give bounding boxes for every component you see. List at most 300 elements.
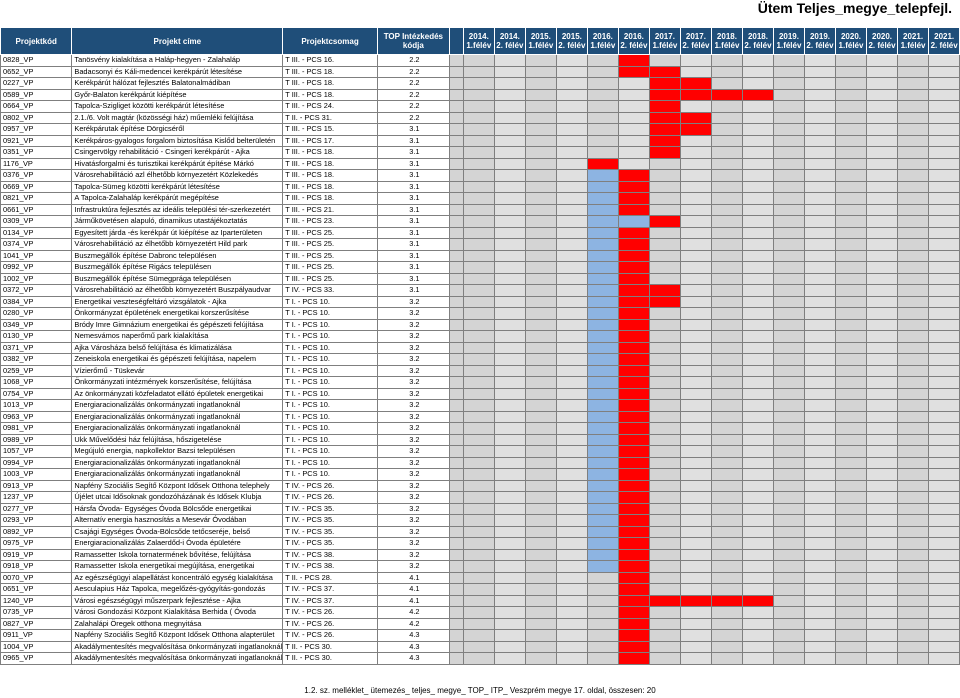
project-title-cell: Tanösvény kialakítása a Haláp-hegyen - Zalahaláp <box>72 55 283 67</box>
schedule-cell <box>743 492 774 504</box>
schedule-cell <box>835 526 867 538</box>
schedule-cell <box>897 101 929 113</box>
schedule-cell <box>897 308 929 320</box>
schedule-cell <box>525 124 557 136</box>
schedule-cell <box>867 630 898 642</box>
schedule-cell <box>463 135 495 147</box>
schedule-cell <box>587 250 619 262</box>
schedule-cell <box>743 135 774 147</box>
period-year: 2016. <box>623 32 644 41</box>
project-code-cell: 0293_VP <box>1 515 72 527</box>
project-code-cell: 0963_VP <box>1 411 72 423</box>
top-code-cell: 3.2 <box>377 331 449 343</box>
project-title-cell: Hivatásforgalmi és turisztikai kerékpárút építése Márkó <box>72 158 283 170</box>
schedule-cell <box>495 296 526 308</box>
project-code-cell: 0652_VP <box>1 66 72 78</box>
schedule-cell <box>897 181 929 193</box>
project-code-cell: 0981_VP <box>1 423 72 435</box>
schedule-cell <box>773 377 805 389</box>
schedule-cell <box>897 653 929 665</box>
project-code-cell: 0372_VP <box>1 285 72 297</box>
schedule-cell <box>711 400 743 412</box>
table-row <box>1 377 960 389</box>
schedule-cell <box>649 158 681 170</box>
table-row <box>1 135 960 147</box>
schedule-cell <box>557 308 588 320</box>
schedule-cell <box>773 503 805 515</box>
schedule-cell <box>525 561 557 573</box>
schedule-cell <box>495 630 526 642</box>
schedule-cell <box>463 653 495 665</box>
schedule-cell <box>743 170 774 182</box>
schedule-cell <box>681 411 712 423</box>
schedule-cell <box>587 204 619 216</box>
schedule-cell <box>525 216 557 228</box>
schedule-cell <box>681 561 712 573</box>
schedule-cell <box>805 480 836 492</box>
schedule-cell <box>463 147 495 159</box>
schedule-cell <box>897 480 929 492</box>
schedule-cell <box>867 400 898 412</box>
schedule-cell <box>525 607 557 619</box>
schedule-cell <box>619 492 650 504</box>
schedule-cell <box>495 584 526 596</box>
schedule-cell <box>619 584 650 596</box>
schedule-cell <box>463 400 495 412</box>
schedule-cell <box>773 331 805 343</box>
schedule-cell <box>495 55 526 67</box>
spacer-cell <box>449 135 463 147</box>
project-title-cell: Az önkormányzati közfeladatot ellátó épületek energetikai <box>72 388 283 400</box>
schedule-cell <box>525 480 557 492</box>
schedule-cell <box>463 216 495 228</box>
project-code-cell: 1041_VP <box>1 250 72 262</box>
schedule-cell <box>525 308 557 320</box>
table-row <box>1 446 960 458</box>
project-package-cell: T III. - PCS 18. <box>283 158 378 170</box>
project-title-cell: Ramassetter Iskola energetikai megújítása, energetikai <box>72 561 283 573</box>
schedule-cell <box>835 262 867 274</box>
schedule-cell <box>681 515 712 527</box>
schedule-cell <box>463 273 495 285</box>
top-code-cell: 3.1 <box>377 181 449 193</box>
schedule-cell <box>587 365 619 377</box>
schedule-cell <box>835 388 867 400</box>
schedule-cell <box>619 158 650 170</box>
schedule-cell <box>897 503 929 515</box>
schedule-cell <box>711 446 743 458</box>
schedule-cell <box>525 319 557 331</box>
schedule-cell <box>835 158 867 170</box>
schedule-cell <box>867 641 898 653</box>
schedule-cell <box>711 388 743 400</box>
schedule-cell <box>463 515 495 527</box>
schedule-cell <box>557 227 588 239</box>
top-code-cell: 3.2 <box>377 480 449 492</box>
project-package-cell: T III. - PCS 18. <box>283 78 378 90</box>
header-period <box>557 28 588 55</box>
schedule-cell <box>867 124 898 136</box>
schedule-cell <box>805 365 836 377</box>
schedule-cell <box>773 55 805 67</box>
schedule-cell <box>649 653 681 665</box>
schedule-cell <box>587 158 619 170</box>
schedule-cell <box>681 331 712 343</box>
project-package-cell: T III. - PCS 16. <box>283 55 378 67</box>
spacer-cell <box>449 469 463 481</box>
schedule-cell <box>897 239 929 251</box>
schedule-cell <box>619 78 650 90</box>
project-title-cell: Energiaracionalizálás Zalaerdőd-i Óvoda épületére <box>72 538 283 550</box>
spacer-cell <box>449 526 463 538</box>
schedule-cell <box>557 641 588 653</box>
header-period <box>619 28 650 55</box>
schedule-cell <box>805 423 836 435</box>
table-row <box>1 78 960 90</box>
schedule-cell <box>805 170 836 182</box>
project-code-cell: 0919_VP <box>1 549 72 561</box>
schedule-cell <box>649 354 681 366</box>
schedule-cell <box>619 101 650 113</box>
schedule-cell <box>929 653 960 665</box>
schedule-cell <box>557 480 588 492</box>
project-code-cell: 0349_VP <box>1 319 72 331</box>
schedule-cell <box>649 423 681 435</box>
spacer-cell <box>449 653 463 665</box>
schedule-cell <box>805 377 836 389</box>
schedule-cell <box>587 239 619 251</box>
schedule-cell <box>681 457 712 469</box>
project-code-cell: 0754_VP <box>1 388 72 400</box>
schedule-cell <box>711 641 743 653</box>
schedule-cell <box>743 377 774 389</box>
schedule-cell <box>649 112 681 124</box>
project-code-cell: 1002_VP <box>1 273 72 285</box>
schedule-cell <box>681 584 712 596</box>
schedule-cell <box>649 630 681 642</box>
schedule-cell <box>557 78 588 90</box>
schedule-cell <box>557 503 588 515</box>
table-row <box>1 319 960 331</box>
period-year: 2021. <box>903 32 924 41</box>
header-period <box>897 28 929 55</box>
table-row <box>1 147 960 159</box>
project-package-cell: T IV. - PCS 26. <box>283 480 378 492</box>
table-row <box>1 331 960 343</box>
project-code-cell: 1004_VP <box>1 641 72 653</box>
period-half: 1.félév <box>528 41 554 50</box>
schedule-cell <box>681 158 712 170</box>
schedule-cell <box>835 411 867 423</box>
project-title-cell: Megújuló energia, napkollektor Bazsi településen <box>72 446 283 458</box>
schedule-cell <box>929 446 960 458</box>
header-period <box>805 28 836 55</box>
project-package-cell: T III. - PCS 18. <box>283 170 378 182</box>
schedule-cell <box>773 365 805 377</box>
schedule-cell <box>525 492 557 504</box>
schedule-cell <box>805 89 836 101</box>
schedule-cell <box>681 400 712 412</box>
schedule-cell <box>495 411 526 423</box>
schedule-cell <box>681 388 712 400</box>
schedule-cell <box>463 446 495 458</box>
schedule-cell <box>463 66 495 78</box>
schedule-cell <box>619 400 650 412</box>
schedule-cell <box>897 147 929 159</box>
schedule-cell <box>681 135 712 147</box>
schedule-cell <box>897 492 929 504</box>
table-row <box>1 250 960 262</box>
project-package-cell: T I. - PCS 10. <box>283 434 378 446</box>
table-row <box>1 434 960 446</box>
header-top-kod: TOP Intézkedés kódja <box>377 28 449 55</box>
project-package-cell: T III. - PCS 25. <box>283 250 378 262</box>
period-half: 1.félév <box>590 41 616 50</box>
schedule-cell <box>867 480 898 492</box>
schedule-cell <box>463 572 495 584</box>
schedule-cell <box>773 515 805 527</box>
schedule-cell <box>711 469 743 481</box>
project-code-cell: 0828_VP <box>1 55 72 67</box>
project-package-cell: T I. - PCS 10. <box>283 469 378 481</box>
schedule-cell <box>649 538 681 550</box>
schedule-cell <box>649 285 681 297</box>
schedule-cell <box>773 342 805 354</box>
table-row <box>1 66 960 78</box>
schedule-cell <box>773 101 805 113</box>
table-row <box>1 503 960 515</box>
schedule-cell <box>495 170 526 182</box>
schedule-cell <box>681 89 712 101</box>
schedule-cell <box>773 457 805 469</box>
spacer-cell <box>449 262 463 274</box>
schedule-cell <box>835 124 867 136</box>
schedule-cell <box>681 492 712 504</box>
schedule-cell <box>773 273 805 285</box>
table-row <box>1 262 960 274</box>
schedule-cell <box>587 526 619 538</box>
schedule-cell <box>743 400 774 412</box>
schedule-cell <box>897 618 929 630</box>
schedule-cell <box>587 469 619 481</box>
schedule-cell <box>929 147 960 159</box>
schedule-cell <box>525 526 557 538</box>
schedule-cell <box>867 618 898 630</box>
schedule-cell <box>929 331 960 343</box>
schedule-cell <box>867 204 898 216</box>
schedule-cell <box>897 630 929 642</box>
schedule-cell <box>711 526 743 538</box>
top-code-cell: 3.2 <box>377 469 449 481</box>
schedule-cell <box>619 365 650 377</box>
project-code-cell: 1057_VP <box>1 446 72 458</box>
schedule-cell <box>587 480 619 492</box>
top-code-cell: 4.3 <box>377 630 449 642</box>
schedule-cell <box>743 78 774 90</box>
schedule-cell <box>897 204 929 216</box>
period-half: 2. félév <box>620 41 648 50</box>
schedule-cell <box>773 112 805 124</box>
schedule-cell <box>835 653 867 665</box>
schedule-cell <box>649 400 681 412</box>
schedule-cell <box>867 101 898 113</box>
schedule-cell <box>681 124 712 136</box>
schedule-cell <box>897 296 929 308</box>
project-package-cell: T I. - PCS 10. <box>283 423 378 435</box>
schedule-cell <box>835 354 867 366</box>
table-row <box>1 89 960 101</box>
schedule-cell <box>525 193 557 205</box>
period-year: 2020. <box>872 32 893 41</box>
schedule-cell <box>495 331 526 343</box>
schedule-cell <box>897 216 929 228</box>
schedule-cell <box>587 135 619 147</box>
schedule-cell <box>929 124 960 136</box>
top-code-cell: 4.1 <box>377 584 449 596</box>
schedule-cell <box>587 630 619 642</box>
schedule-cell <box>897 515 929 527</box>
schedule-cell <box>805 526 836 538</box>
schedule-cell <box>711 331 743 343</box>
project-code-cell: 0130_VP <box>1 331 72 343</box>
top-code-cell: 3.1 <box>377 124 449 136</box>
schedule-cell <box>587 319 619 331</box>
schedule-cell <box>619 112 650 124</box>
schedule-cell <box>805 204 836 216</box>
schedule-cell <box>463 296 495 308</box>
spacer-cell <box>449 377 463 389</box>
spacer-cell <box>449 411 463 423</box>
top-code-cell: 3.1 <box>377 227 449 239</box>
schedule-cell <box>743 331 774 343</box>
schedule-cell <box>587 296 619 308</box>
schedule-cell <box>743 101 774 113</box>
spacer-cell <box>449 181 463 193</box>
table-row <box>1 561 960 573</box>
schedule-cell <box>619 296 650 308</box>
schedule-cell <box>619 607 650 619</box>
schedule-cell <box>681 262 712 274</box>
schedule-cell <box>773 538 805 550</box>
project-code-cell: 0735_VP <box>1 607 72 619</box>
schedule-cell <box>495 503 526 515</box>
table-row <box>1 296 960 308</box>
spacer-cell <box>449 584 463 596</box>
schedule-cell <box>743 354 774 366</box>
schedule-cell <box>835 101 867 113</box>
schedule-cell <box>805 319 836 331</box>
project-code-cell: 1003_VP <box>1 469 72 481</box>
schedule-cell <box>557 584 588 596</box>
schedule-cell <box>835 308 867 320</box>
schedule-cell <box>897 469 929 481</box>
schedule-cell <box>619 388 650 400</box>
schedule-cell <box>929 388 960 400</box>
schedule-cell <box>897 388 929 400</box>
schedule-cell <box>587 227 619 239</box>
schedule-cell <box>711 595 743 607</box>
project-title-cell: Ajka Városháza belső felújítása és klimatizálása <box>72 342 283 354</box>
schedule-cell <box>743 641 774 653</box>
period-year: 2019. <box>809 32 830 41</box>
schedule-cell <box>897 446 929 458</box>
schedule-cell <box>929 572 960 584</box>
schedule-cell <box>711 618 743 630</box>
schedule-cell <box>525 262 557 274</box>
schedule-cell <box>649 331 681 343</box>
project-package-cell: T II. - PCS 30. <box>283 641 378 653</box>
schedule-cell <box>619 273 650 285</box>
project-code-cell: 1013_VP <box>1 400 72 412</box>
project-code-cell: 0384_VP <box>1 296 72 308</box>
table-row <box>1 273 960 285</box>
schedule-cell <box>649 101 681 113</box>
project-title-cell: Önkormányzati intézmények korszerűsítése, felújítása <box>72 377 283 389</box>
schedule-cell <box>619 595 650 607</box>
schedule-cell <box>525 446 557 458</box>
spacer-cell <box>449 446 463 458</box>
table-row <box>1 480 960 492</box>
schedule-cell <box>649 78 681 90</box>
schedule-cell <box>525 101 557 113</box>
schedule-cell <box>619 308 650 320</box>
schedule-cell <box>773 354 805 366</box>
schedule-cell <box>835 204 867 216</box>
schedule-cell <box>495 89 526 101</box>
project-code-cell: 0664_VP <box>1 101 72 113</box>
spacer-cell <box>449 618 463 630</box>
schedule-cell <box>463 204 495 216</box>
schedule-cell <box>495 653 526 665</box>
header-projekt-cime: Projekt címe <box>72 28 283 55</box>
table-row <box>1 457 960 469</box>
schedule-cell <box>649 492 681 504</box>
schedule-cell <box>463 158 495 170</box>
project-code-cell: 0913_VP <box>1 480 72 492</box>
schedule-cell <box>805 400 836 412</box>
schedule-cell <box>649 170 681 182</box>
schedule-cell <box>773 296 805 308</box>
schedule-cell <box>773 411 805 423</box>
schedule-cell <box>743 342 774 354</box>
project-title-cell: Újélet utcai Idősoknak gondozóházának és Idősek Klubja <box>72 492 283 504</box>
schedule-cell <box>805 250 836 262</box>
schedule-cell <box>897 423 929 435</box>
schedule-cell <box>897 411 929 423</box>
schedule-cell <box>681 377 712 389</box>
top-code-cell: 2.2 <box>377 101 449 113</box>
schedule-cell <box>525 296 557 308</box>
schedule-cell <box>649 181 681 193</box>
schedule-cell <box>743 595 774 607</box>
schedule-cell <box>773 319 805 331</box>
header-period <box>463 28 495 55</box>
schedule-cell <box>619 55 650 67</box>
schedule-cell <box>711 549 743 561</box>
project-code-cell: 0957_VP <box>1 124 72 136</box>
table-row <box>1 618 960 630</box>
project-code-cell: 0918_VP <box>1 561 72 573</box>
schedule-cell <box>711 158 743 170</box>
project-title-cell: Kerékpárút hálózat fejlesztés Balatonalmádiban <box>72 78 283 90</box>
table-row <box>1 630 960 642</box>
header-period <box>649 28 681 55</box>
schedule-cell <box>619 204 650 216</box>
schedule-cell <box>929 66 960 78</box>
schedule-cell <box>587 193 619 205</box>
schedule-cell <box>773 216 805 228</box>
schedule-cell <box>835 135 867 147</box>
